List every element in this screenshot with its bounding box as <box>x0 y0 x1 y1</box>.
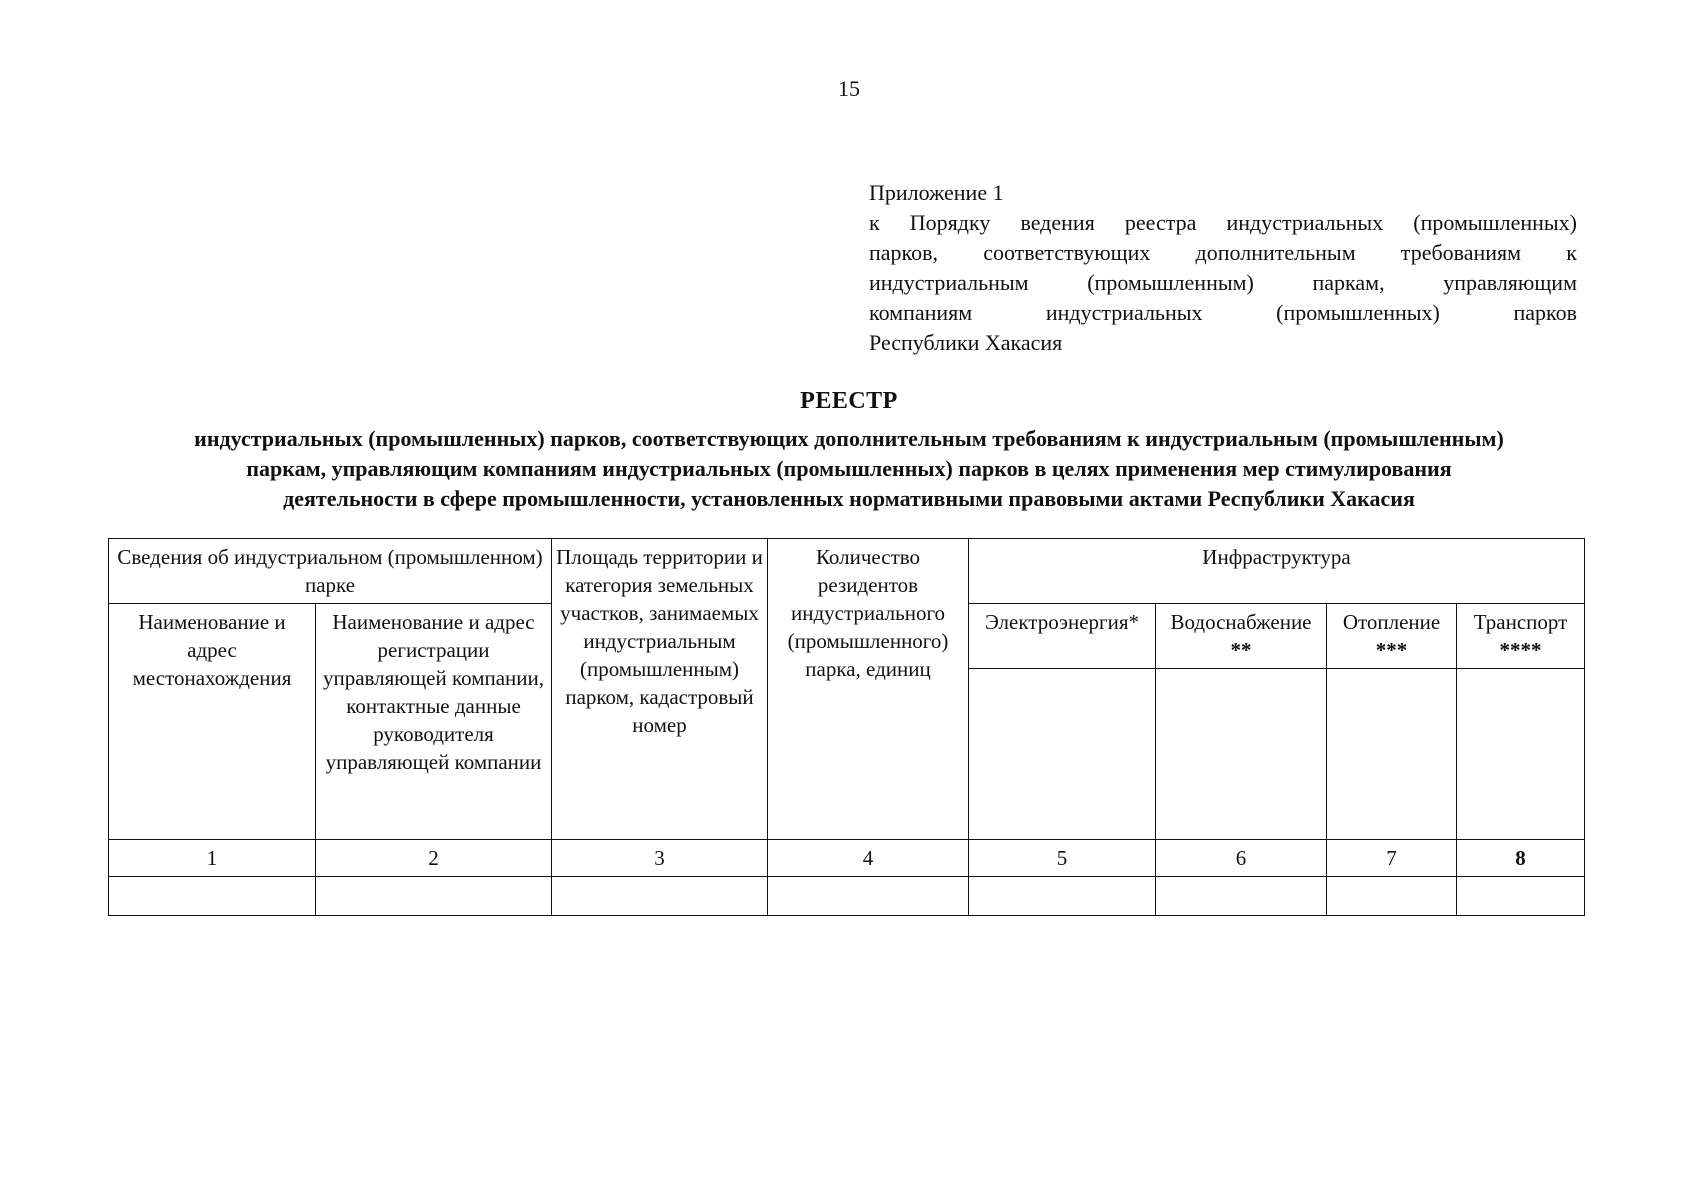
page-number: 15 <box>838 76 860 101</box>
header-heating-mark: *** <box>1375 638 1408 662</box>
header-transport <box>1457 604 1585 669</box>
header-water-label: Водоснабжение <box>1170 610 1312 634</box>
header-row <box>109 539 1585 604</box>
column-number-row <box>109 840 1585 877</box>
empty-cell <box>1156 877 1327 916</box>
document-title: РЕЕСТР <box>800 388 898 414</box>
infrastructure-cell <box>1156 669 1327 840</box>
header-transport-label: Транспорт <box>1473 610 1568 634</box>
column-number: 7 <box>1327 840 1457 877</box>
empty-cell <box>552 877 768 916</box>
empty-data-row <box>109 877 1585 916</box>
empty-cell <box>1457 877 1585 916</box>
document-subtitle <box>100 424 1598 514</box>
empty-cell <box>969 877 1156 916</box>
appendix-header <box>869 178 1577 358</box>
column-number: 8 <box>1457 840 1585 877</box>
empty-cell <box>768 877 969 916</box>
subtitle-line: деятельности в сфере промышленности, установленных нормативными правовыми актами Республики Хакасия <box>283 486 1415 511</box>
subtitle-line: индустриальных (промышленных) парков, соответствующих дополнительным требованиям к индустриальным (промышленным) <box>194 426 1504 451</box>
header-name-address: Наименование и адрес местонахождения <box>109 604 316 840</box>
appendix-line: к Порядку ведения реестра индустриальных (промышленных) <box>869 210 1577 235</box>
header-management-company: Наименование и адрес регистрации управляющей компании, контактные данные руководителя управляющей компании <box>316 604 552 840</box>
empty-cell <box>1327 877 1457 916</box>
header-heating <box>1327 604 1457 669</box>
column-number: 5 <box>969 840 1156 877</box>
appendix-line: парков, соответствующих дополнительным требованиям к <box>869 240 1577 265</box>
registry-table <box>108 538 1585 916</box>
infrastructure-cell <box>1457 669 1585 840</box>
infrastructure-cell <box>1327 669 1457 840</box>
column-number: 6 <box>1156 840 1327 877</box>
header-area: Площадь территории и категория земельных участков, занимаемых индустриальным (промышленным) парком, кадастровый номер <box>552 539 768 840</box>
appendix-line: Приложение 1 <box>869 180 1004 205</box>
subtitle-line: паркам, управляющим компаниям индустриальных (промышленных) парков в целях применения мер стимулирования <box>246 456 1452 481</box>
header-park-info: Сведения об индустриальном (промышленном) парке <box>109 539 552 604</box>
header-residents: Количество резидентов индустриального (промышленного) парка, единиц <box>768 539 969 840</box>
column-number: 2 <box>316 840 552 877</box>
header-water <box>1156 604 1327 669</box>
infrastructure-cell <box>969 669 1156 840</box>
column-number: 4 <box>768 840 969 877</box>
header-electricity: Электроэнергия* <box>969 604 1156 669</box>
header-transport-mark: **** <box>1499 638 1542 662</box>
header-heating-label: Отопление <box>1342 610 1441 634</box>
empty-cell <box>316 877 552 916</box>
appendix-line: Республики Хакасия <box>869 330 1063 355</box>
header-infrastructure: Инфраструктура <box>969 539 1585 604</box>
empty-cell <box>109 877 316 916</box>
appendix-line: индустриальным (промышленным) паркам, управляющим <box>869 270 1577 295</box>
column-number: 1 <box>109 840 316 877</box>
header-water-mark: ** <box>1230 638 1252 662</box>
column-number: 3 <box>552 840 768 877</box>
appendix-line: компаниям индустриальных (промышленных) парков <box>869 300 1577 325</box>
